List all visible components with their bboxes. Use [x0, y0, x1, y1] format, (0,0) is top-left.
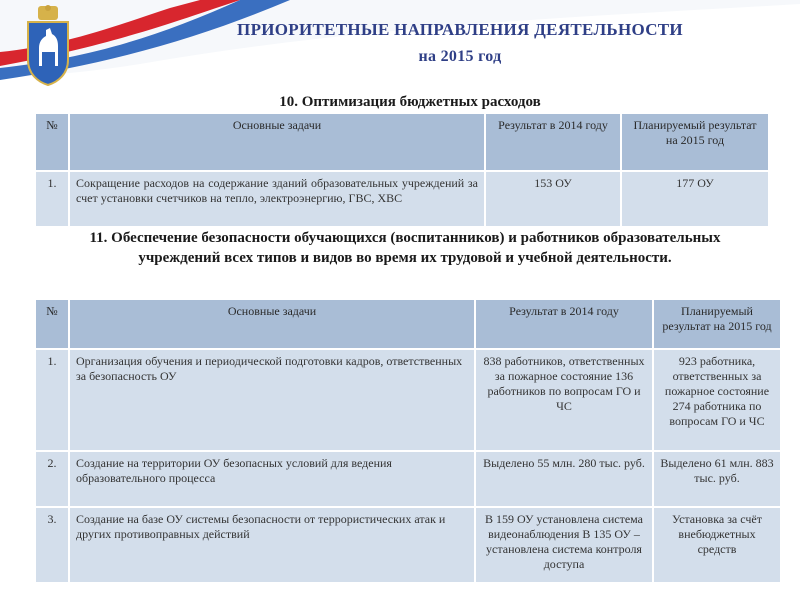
- row-task: Создание на базе ОУ системы безопасности от террористических атак и других противоправных действий: [69, 507, 475, 583]
- column-header: Результат в 2014 году: [485, 113, 621, 171]
- row-result-2014: 838 работников, ответственных за пожарное состояние 136 работников по вопросам ГО и ЧС: [475, 349, 653, 451]
- row-result-2014: Выделено 55 млн. 280 тыс. руб.: [475, 451, 653, 507]
- column-header: Основные задачи: [69, 113, 485, 171]
- table-row: [35, 171, 769, 227]
- row-number: 3.: [35, 507, 69, 583]
- page-subtitle: на 2015 год: [418, 48, 502, 65]
- section-11-table: [34, 298, 782, 584]
- section-11-title: 11. Обеспечение безопасности обучающихся (воспитанников) и работников образовательных учреждений всех типов и видов во время их трудовой и учебной деятельности.: [89, 230, 721, 266]
- row-task: Организация обучения и периодической подготовки кадров, ответственных за безопасность ОУ: [69, 349, 475, 451]
- row-number: 1.: [35, 349, 69, 451]
- row-task: Создание на территории ОУ безопасных условий для ведения образовательного процесса: [69, 451, 475, 507]
- column-header: Основные задачи: [69, 299, 475, 349]
- row-plan-2015: 923 работника, ответственных за пожарное состояние 274 работника по вопросам ГО и ЧС: [653, 349, 781, 451]
- section-10-table: [34, 112, 770, 228]
- column-header: Планируемый результат на 2015 год: [653, 299, 781, 349]
- city-coat-of-arms: [24, 4, 72, 86]
- page-title: ПРИОРИТЕТНЫЕ НАПРАВЛЕНИЯ ДЕЯТЕЛЬНОСТИ: [237, 20, 683, 39]
- column-header: №: [35, 113, 69, 171]
- table-row: [35, 349, 781, 451]
- column-header: Планируемый результат на 2015 год: [621, 113, 769, 171]
- row-plan-2015: Выделено 61 млн. 883 тыс. руб.: [653, 451, 781, 507]
- row-result-2014: В 159 ОУ установлена система видеонаблюдения В 135 ОУ – установлена система контроля доступа: [475, 507, 653, 583]
- table-header-row: [35, 299, 781, 349]
- row-plan-2015: Установка за счёт внебюджетных средств: [653, 507, 781, 583]
- table-row: [35, 451, 781, 507]
- flag-ribbon-decoration: [0, 0, 800, 80]
- row-plan-2015: 177 ОУ: [621, 171, 769, 227]
- row-task: Сокращение расходов на содержание зданий образовательных учреждений за счет установки счетчиков на тепло, электроэнергию, ГВС, ХВС: [69, 171, 485, 227]
- table-header-row: [35, 113, 769, 171]
- row-result-2014: 153 ОУ: [485, 171, 621, 227]
- section-10-title: 10. Оптимизация бюджетных расходов: [279, 94, 541, 110]
- row-number: 2.: [35, 451, 69, 507]
- column-header: Результат в 2014 году: [475, 299, 653, 349]
- row-number: 1.: [35, 171, 69, 227]
- column-header: №: [35, 299, 69, 349]
- table-row: [35, 507, 781, 583]
